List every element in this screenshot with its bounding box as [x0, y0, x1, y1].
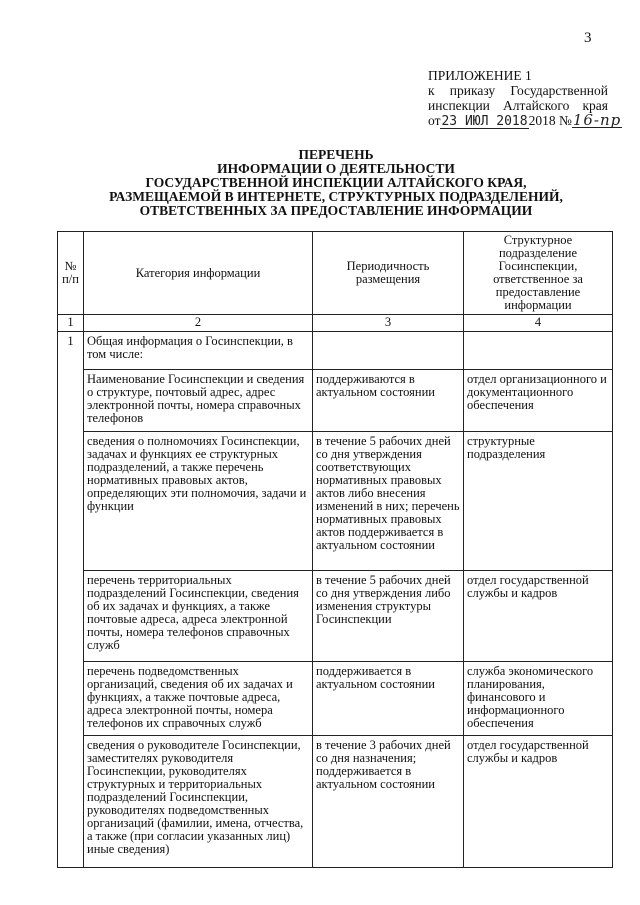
appendix-issuer-line: инспекции Алтайского края: [428, 98, 608, 113]
category-cell: Наименование Госинспекции и сведения о структуре, почтовый адрес, адрес электронной почты, номера справочных телефонов: [84, 370, 313, 432]
period-cell: в течение 5 рабочих дней со дня утверждения либо изменения структуры Госинспекции: [313, 571, 464, 662]
handwritten-order-number: 16-пр: [572, 111, 622, 129]
section-title: Общая информация о Госинспекции, в том числе:: [84, 332, 313, 370]
appendix-block: [428, 68, 622, 129]
title-line: ГОСУДАРСТВЕННОЙ ИНСПЕКЦИИ АЛТАЙСКОГО КРАЯ,: [145, 175, 527, 190]
appendix-title: ПРИЛОЖЕНИЕ 1: [428, 68, 532, 83]
table-row: [58, 662, 613, 736]
appendix-date-line: [428, 111, 622, 129]
information-table: [57, 231, 613, 868]
period-cell: в течение 5 рабочих дней со дня утверждения соответствующих нормативных правовых актов либо внесения изменений в них; перечень нормативных правовых актов поддерживается в актуальном состоянии: [313, 432, 464, 571]
header-category: Категория информации: [84, 232, 313, 315]
table-row: [58, 432, 613, 571]
header-number: № п/п: [58, 232, 84, 315]
category-cell: сведения о полномочиях Госинспекции, задачах и функциях ее структурных подразделений, а также перечень нормативных правовых актов, определяющих эти полномочия, задачи и функции: [84, 432, 313, 571]
period-cell: поддерживаются в актуальном состоянии: [313, 370, 464, 432]
section-row: [58, 332, 613, 370]
header-period: Периодичность размещения: [313, 232, 464, 315]
empty-cell: [313, 332, 464, 370]
category-cell: сведения о руководителе Госинспекции, заместителях руководителя Госинспекции, руководителях структурных и территориальных подразделений Госинспекции, руководителях подведомственных организаций (фамилии, имена, отчества, а также (при согласии указанных лиц) иные сведения): [84, 736, 313, 868]
title-line: ОТВЕТСТВЕННЫХ ЗА ПРЕДОСТАВЛЕНИЕ ИНФОРМАЦИИ: [139, 203, 533, 218]
responsible-cell: отдел государственной службы и кадров: [464, 736, 613, 868]
column-number: 1: [58, 315, 84, 332]
column-number: 3: [313, 315, 464, 332]
appendix-order-line: к приказу Государственной: [428, 83, 608, 98]
page-number: 3: [584, 30, 592, 46]
table-row: [58, 370, 613, 432]
date-prefix: от: [428, 113, 441, 128]
handwritten-date: 23 ИЮЛ 2018: [441, 114, 528, 129]
category-cell: перечень территориальных подразделений Госинспекции, сведения об их задачах и функциях, а также почтовые адреса, адреса электронной почты, номера телефонов справочных служб: [84, 571, 313, 662]
column-number: 2: [84, 315, 313, 332]
responsible-cell: отдел организационного и документационного обеспечения: [464, 370, 613, 432]
responsible-cell: служба экономического планирования, финансового и информационного обеспечения: [464, 662, 613, 736]
responsible-cell: отдел государственной службы и кадров: [464, 571, 613, 662]
responsible-cell: структурные подразделения: [464, 432, 613, 571]
empty-cell: [464, 332, 613, 370]
period-cell: поддерживается в актуальном состоянии: [313, 662, 464, 736]
year-suffix: 2018 №: [528, 113, 572, 128]
document-title: [90, 148, 582, 218]
period-cell: в течение 3 рабочих дней со дня назначения; поддерживается в актуальном состоянии: [313, 736, 464, 868]
column-number: 4: [464, 315, 613, 332]
title-line: ПЕРЕЧЕНЬ: [298, 147, 374, 162]
table-row: [58, 736, 613, 868]
column-number-row: [58, 315, 613, 332]
category-cell: перечень подведомственных организаций, сведения об их задачах и функциях, а также почтовые адреса, адреса электронной почты, номера телефонов их справочных служб: [84, 662, 313, 736]
table-row: [58, 571, 613, 662]
title-line: РАЗМЕЩАЕМОЙ В ИНТЕРНЕТЕ, СТРУКТУРНЫХ ПОДРАЗДЕЛЕНИЙ,: [109, 189, 563, 204]
header-responsible: Структурное подразделение Госинспекции, ответственное за предоставление информации: [464, 232, 613, 315]
title-line: ИНФОРМАЦИИ О ДЕЯТЕЛЬНОСТИ: [217, 161, 455, 176]
section-number: 1: [58, 332, 84, 868]
header-row: [58, 232, 613, 315]
